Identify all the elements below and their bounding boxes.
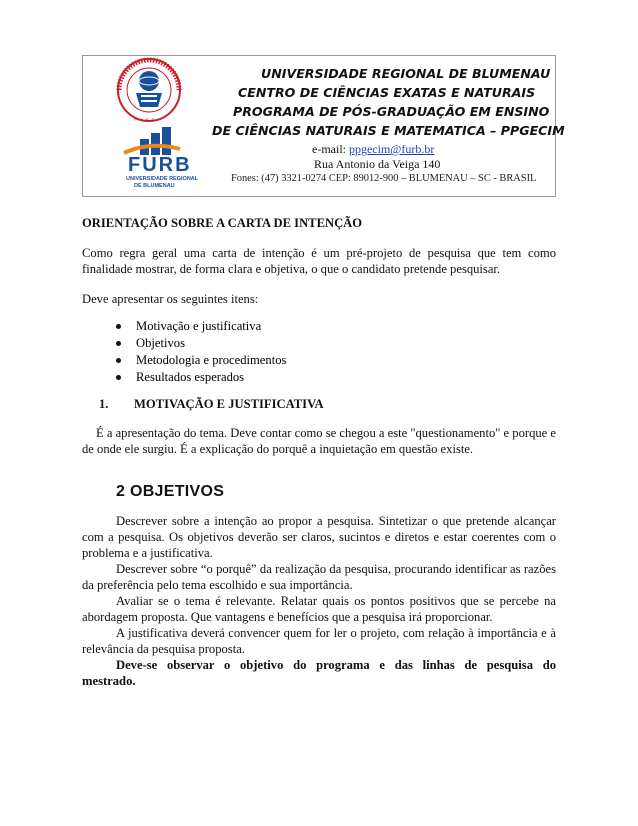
objectives-paragraph-3: Avaliar se o tema é relevante. Relatar quais os pontos positivos que se percebe na abordagem proposta. Que vantagens e benefícios que a pesquisa irá proporcionar. xyxy=(82,594,556,624)
bullet-icon xyxy=(116,375,121,380)
email-link[interactable]: ppgecim@furb.br xyxy=(348,142,435,156)
list-item: Metodologia e procedimentos xyxy=(116,352,286,369)
document-title: ORIENTAÇÃO SOBRE A CARTA DE INTENÇÃO xyxy=(82,216,363,230)
objectives-paragraph-1: Descrever sobre a intenção ao propor a pesquisa. Sintetizar o que pretende alcançar com a pesquisa. Os objetivos deverão ser claros, sucintos e diretos e estar coerentes com o problema e a justificativa. xyxy=(82,514,556,560)
header-program: PROGRAMA DE PÓS-GRADUAÇÃO EM ENSINO xyxy=(233,104,550,119)
furb-caption-2: DE BLUMENAU xyxy=(134,183,175,189)
items-intro: Deve apresentar os seguintes itens: xyxy=(82,292,259,306)
bullet-icon xyxy=(116,324,121,329)
list-item: Objetivos xyxy=(116,335,286,352)
bullet-icon xyxy=(116,358,121,363)
email-label: e-mail: xyxy=(312,142,349,156)
header-university: UNIVERSIDADE REGIONAL DE BLUMENAU xyxy=(261,66,551,81)
furb-caption-1: UNIVERSIDADE REGIONAL xyxy=(126,176,199,182)
items-list xyxy=(116,318,286,386)
bullet-icon xyxy=(116,341,121,346)
list-item: Motivação e justificativa xyxy=(116,318,286,335)
objectives-paragraph-4: A justificativa deverá convencer quem for ler o projeto, com relação à importância e à relevância da pesquisa proposta. xyxy=(82,626,556,656)
intro-paragraph: Como regra geral uma carta de intenção é um pré-projeto de pesquisa que tem como finalidade mostrar, de forma clara e objetiva, o que o candidato pretende pesquisar. xyxy=(82,246,556,276)
header-phones: Fones: (47) 3321-0274 CEP: 89012-900 – BLUMENAU – SC - BRASIL xyxy=(231,173,537,184)
section-1-number: 1. xyxy=(99,397,109,411)
objectives-paragraph-5: Deve-se observar o objetivo do programa e das linhas de pesquisa do mestrado. xyxy=(82,658,556,688)
list-item: Resultados esperados xyxy=(116,369,286,386)
objectives-paragraph-2: Descrever sobre “o porquê” da realização da pesquisa, procurando identificar as razões da preferência pelo tema escolhido e sua importância. xyxy=(82,562,556,592)
header-program-line2: DE CIÊNCIAS NATURAIS E MATEMATICA – PPGECIM xyxy=(212,123,565,138)
furb-wordmark: FURB xyxy=(128,154,192,176)
section-1-text: É a apresentação do tema. Deve contar como se chegou a este "questionamento" e porque e de onde ele surgiu. É a explicação do porquê a inquietação em questão existe. xyxy=(82,426,556,456)
header-address: Rua Antonio da Veiga 140 xyxy=(314,157,441,171)
header-center: CENTRO DE CIÊNCIAS EXATAS E NATURAIS xyxy=(238,85,536,100)
logos xyxy=(110,57,208,191)
seal-caption: F U R B xyxy=(134,117,156,122)
header-email xyxy=(312,142,434,157)
section-1-title: MOTIVAÇÃO E JUSTIFICATIVA xyxy=(134,397,324,411)
section-2-title: 2 OBJETIVOS xyxy=(116,483,225,500)
